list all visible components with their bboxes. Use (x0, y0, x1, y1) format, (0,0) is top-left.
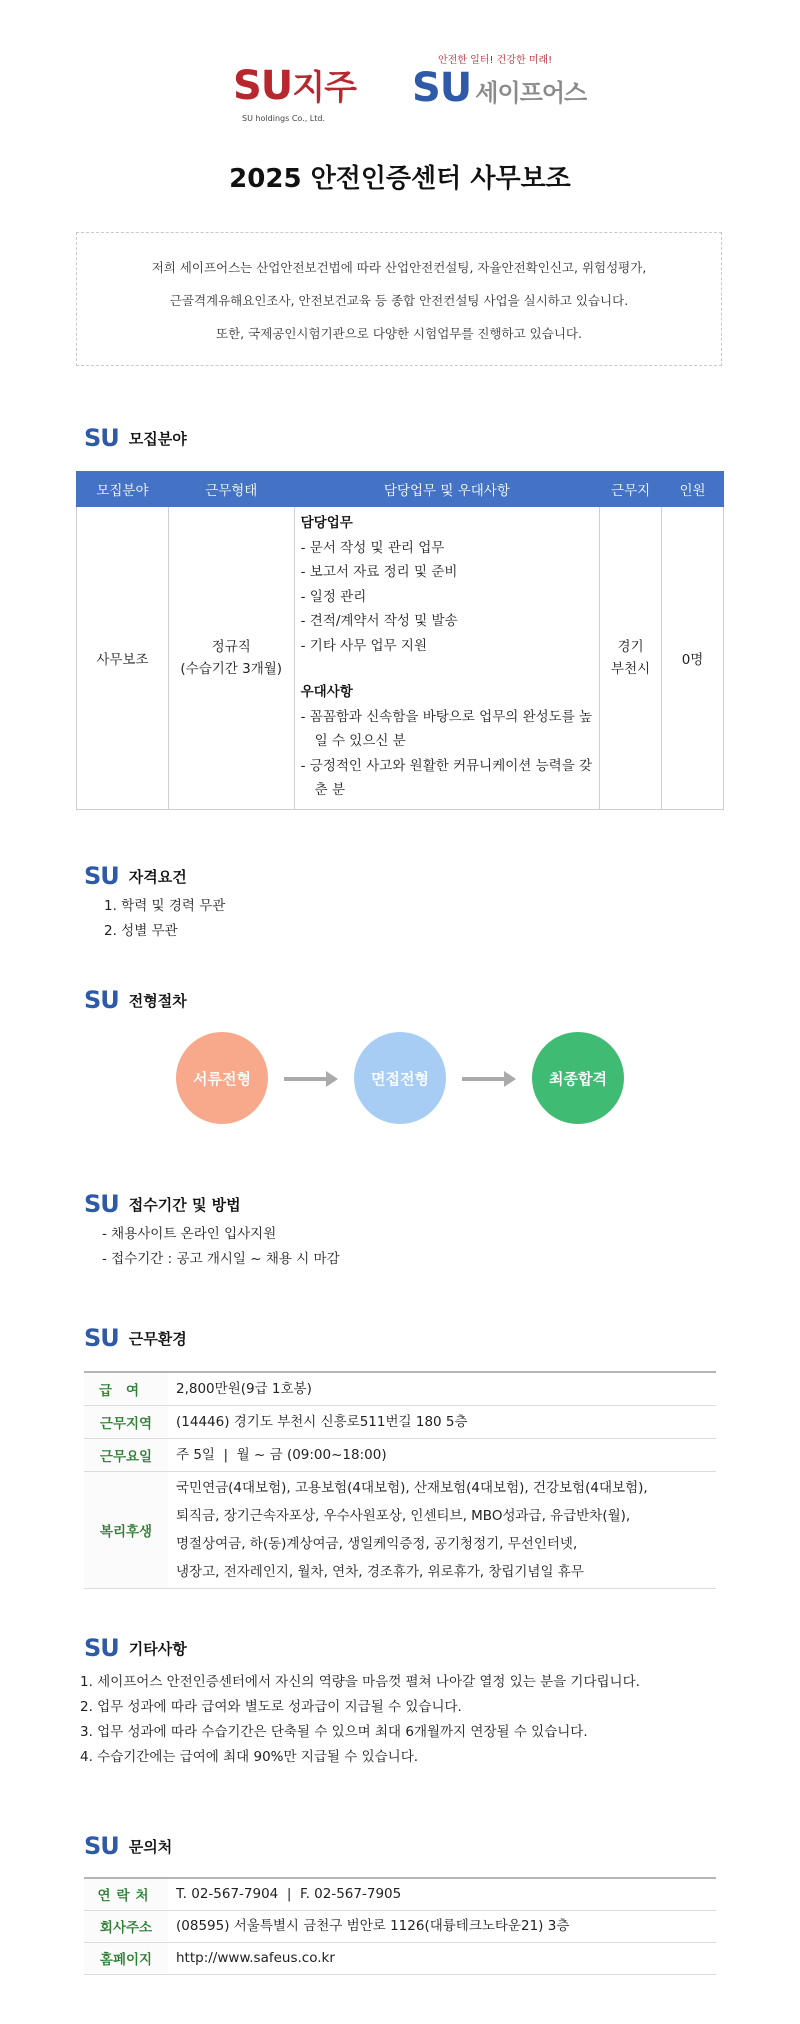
su-jiju-logo (233, 63, 356, 109)
header-cell: 담당업무 및 우대사항 (294, 472, 600, 507)
recruit-type (168, 507, 294, 810)
intro-line: 근골격계유해요인조사, 안전보건교육 등 종합 안전컨설팅 사업을 실시하고 있습니다. (169, 293, 629, 308)
duty-item: - 문서 작성 및 관리 업무 (300, 539, 445, 556)
recruit-table (76, 471, 724, 810)
process-step: 면접전형 (354, 1032, 446, 1124)
header-cell: 근무형태 (168, 472, 294, 507)
header-cell: 모집분야 (77, 472, 169, 507)
duty-item: - 일정 관리 (300, 588, 367, 605)
list-item: - 채용사이트 온라인 입사지원 (102, 1226, 277, 1242)
recruit-type-line: (수습기간 3개월) (180, 660, 283, 677)
section-header-environment (84, 1324, 187, 1352)
section-header-qualification (84, 862, 187, 890)
duty-item: - 견적/계약서 작성 및 발송 (300, 613, 458, 629)
recruit-count: 0명 (662, 507, 724, 810)
header-cell: 인원 (662, 472, 724, 507)
process-step: 최종합격 (532, 1032, 624, 1124)
info-key: 복리후생 (84, 1471, 168, 1588)
safeus-logo-su: SU (412, 65, 472, 111)
recruit-field: 사무보조 (77, 507, 169, 810)
section-su-mark: SU (84, 424, 119, 452)
info-key-text: 급여 (98, 1382, 154, 1399)
info-key: 회사주소 (84, 1910, 168, 1942)
table-row (84, 1878, 716, 1910)
header-cell: 근무지 (600, 472, 662, 507)
info-value: T. 02-567-7904 | F. 02-567-7905 (168, 1878, 716, 1910)
safeus-tagline: 안전한 일터! 건강한 미래! (438, 55, 553, 66)
environment-table (84, 1371, 716, 1589)
section-header-etc (84, 1634, 187, 1662)
section-title: 자격요건 (128, 867, 187, 886)
section-title: 문의처 (128, 1837, 173, 1856)
section-header-process (84, 986, 187, 1014)
info-value: 2,800만원(9급 1호봉) (168, 1372, 716, 1405)
table-row (84, 1910, 716, 1942)
su-jiju-logo-su: SU (233, 63, 293, 109)
section-su-mark: SU (84, 1832, 119, 1860)
section-su-mark: SU (84, 1190, 119, 1218)
section-header-contact (84, 1832, 172, 1860)
table-row (84, 1942, 716, 1974)
info-value: (14446) 경기도 부천시 신흥로511번길 180 5층 (168, 1405, 716, 1438)
qualification-list (104, 894, 225, 944)
process-step: 서류전형 (176, 1032, 268, 1124)
safeus-logo-name: 세이프어스 (475, 79, 587, 107)
info-key: 홈페이지 (84, 1942, 168, 1974)
table-row (84, 1405, 716, 1438)
info-value (168, 1471, 716, 1588)
safeus-logo (412, 65, 587, 111)
info-key: 근무지역 (84, 1405, 168, 1438)
list-item: 3. 업무 성과에 따라 수습기간은 단축될 수 있으며 최대 6개월까지 연장될 수 있습니다. (80, 1724, 588, 1740)
section-header-recruit (84, 424, 187, 452)
list-item: 2. 업무 성과에 따라 급여와 별도로 성과급이 지급될 수 있습니다. (80, 1699, 462, 1715)
arrow-right-icon (284, 1077, 328, 1081)
recruit-table-header (77, 472, 724, 507)
recruit-location-line: 경기 (617, 638, 644, 655)
table-row (84, 1471, 716, 1588)
info-key-text: 연락처 (97, 1888, 155, 1905)
duty-title: 담당업무 (300, 515, 353, 531)
list-item: 2. 성별 무관 (104, 923, 178, 939)
recruit-location-line: 부천시 (611, 660, 651, 677)
section-su-mark: SU (84, 986, 119, 1014)
recruit-location (600, 507, 662, 810)
section-su-mark: SU (84, 862, 119, 890)
section-title: 근무환경 (128, 1329, 187, 1348)
section-title: 접수기간 및 방법 (128, 1195, 241, 1214)
intro-line: 또한, 국제공인시험기관으로 다양한 시험업무를 진행하고 있습니다. (216, 326, 582, 341)
intro-box (76, 232, 722, 366)
page-title: 2025 안전인증센터 사무보조 (229, 164, 571, 194)
intro-line: 저희 세이프어스는 산업안전보건법에 따라 산업안전컨설팅, 자율안전확인신고, 위험성평가, (151, 260, 647, 275)
benefit-line: 국민연금(4대보험), 고용보험(4대보험), 산재보험(4대보험), 건강보험(4대보험), (176, 1479, 648, 1496)
duty-item: - 보고서 자료 정리 및 준비 (300, 564, 458, 580)
apply-list (102, 1222, 340, 1272)
duty-item: - 기타 사무 업무 지원 (300, 637, 428, 654)
benefit-line: 퇴직금, 장기근속자포상, 우수사원포상, 인센티브, MBO성과급, 유급반차(월), (176, 1507, 631, 1524)
info-value: 주 5일 | 월 ~ 금 (09:00~18:00) (168, 1438, 716, 1471)
list-item: 1. 학력 및 경력 무관 (104, 898, 226, 914)
arrow-right-icon (462, 1077, 506, 1081)
table-row (77, 507, 724, 810)
pref-item: - 긍정적인 사고와 원활한 커뮤니케이션 능력을 갖춘 분 (300, 757, 593, 798)
list-item: 1. 세이프어스 안전인증센터에서 자신의 역량을 마음껏 펼쳐 나아갈 열정 있는 분을 기다립니다. (80, 1674, 640, 1690)
benefit-line: 명절상여금, 하(동)계상여금, 생일케익증정, 공기청정기, 무선인터넷, (176, 1535, 578, 1552)
info-key (84, 1372, 168, 1405)
su-jiju-logo-name: 지주 (292, 68, 356, 108)
table-row (84, 1372, 716, 1405)
benefit-line: 냉장고, 전자레인지, 월차, 연차, 경조휴가, 위로휴가, 창립기념일 휴무 (176, 1563, 584, 1580)
section-su-mark: SU (84, 1324, 119, 1352)
info-value[interactable]: http://www.safeus.co.kr (168, 1942, 716, 1974)
recruit-duties (294, 507, 600, 810)
contact-table (84, 1877, 716, 1975)
etc-list (80, 1670, 640, 1770)
recruit-type-line: 정규직 (211, 638, 251, 655)
section-title: 전형절차 (128, 991, 187, 1010)
list-item: 4. 수습기간에는 급여에 최대 90%만 지급될 수 있습니다. (80, 1749, 419, 1765)
info-key (84, 1878, 168, 1910)
section-title: 기타사항 (128, 1639, 187, 1658)
section-title: 모집분야 (128, 429, 187, 448)
table-row (84, 1438, 716, 1471)
list-item: - 접수기간 : 공고 개시일 ~ 채용 시 마감 (102, 1251, 340, 1267)
pref-title: 우대사항 (300, 684, 353, 700)
section-header-apply (84, 1190, 241, 1218)
pref-item: - 꼼꼼함과 신속함을 바탕으로 업무의 완성도를 높일 수 있으신 분 (300, 708, 593, 749)
info-key: 근무요일 (84, 1438, 168, 1471)
section-su-mark: SU (84, 1634, 119, 1662)
su-jiju-logo-sub: SU holdings Co., Ltd. (242, 114, 326, 123)
info-value: (08595) 서울특별시 금천구 범안로 1126(대륭테크노타운21) 3층 (168, 1910, 716, 1942)
